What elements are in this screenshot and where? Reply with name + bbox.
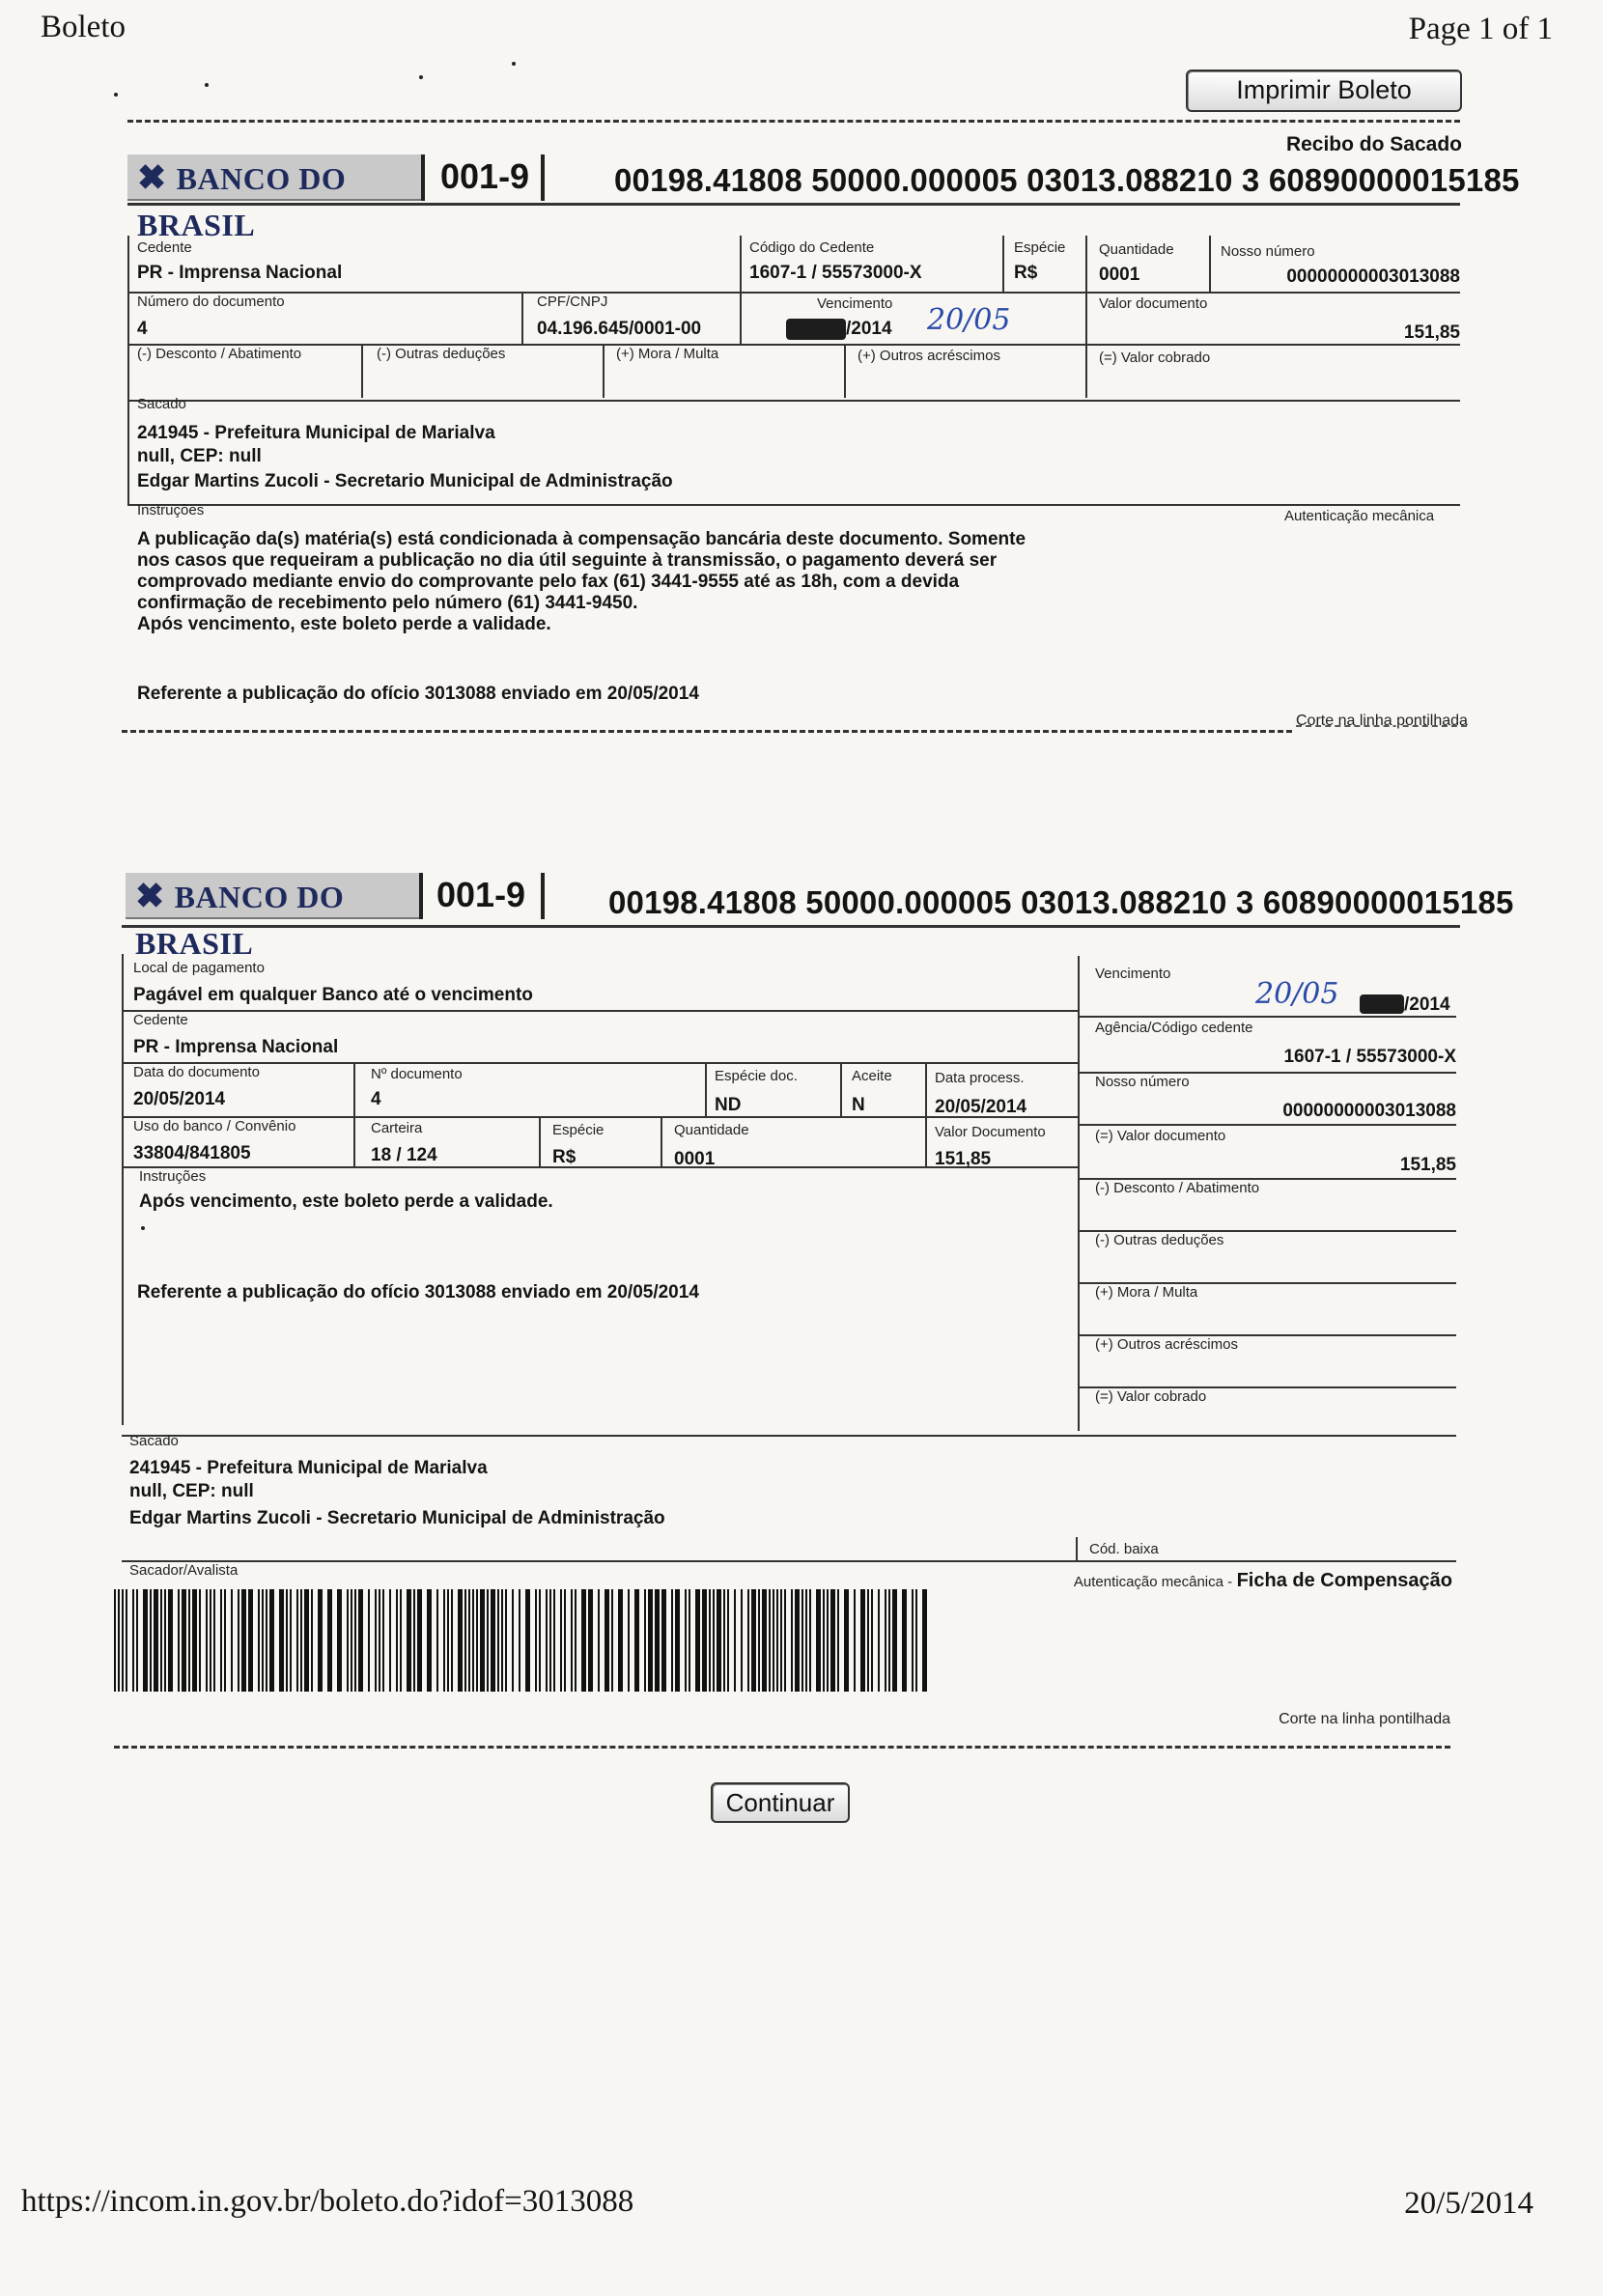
vencimento-scribble <box>786 319 846 340</box>
grid-line <box>1002 236 1004 292</box>
page-url: https://incom.in.gov.br/boleto.do?idof=3013088 <box>21 2184 634 2219</box>
valor-documento-label: Valor documento <box>1099 295 1208 312</box>
dashed-divider <box>127 120 1460 123</box>
cedente-label: Cedente <box>133 1012 188 1028</box>
uso-banco-label: Uso do banco / Convênio <box>133 1118 296 1134</box>
vencimento-label: Vencimento <box>817 295 893 312</box>
vencimento-handwritten: 20/05 <box>1255 977 1339 1011</box>
numero-documento-label: Nº documento <box>371 1066 463 1082</box>
digitable-line: 00198.41808 50000.000005 03013.088210 3 60890000015185 <box>608 884 1514 920</box>
especie-doc-label: Espécie doc. <box>715 1068 798 1084</box>
cpf-cnpj-value: 04.196.645/0001-00 <box>537 319 702 339</box>
ficha-compensacao-caption <box>1074 1570 1452 1592</box>
data-process-value: 20/05/2014 <box>935 1097 1027 1117</box>
grid-line <box>1209 236 1211 292</box>
valor-doc-value: 151,85 <box>935 1149 992 1169</box>
instrucoes-line: Após vencimento, este boleto perde a validade. <box>137 614 551 634</box>
scan-speck <box>419 75 423 79</box>
bank-logo-icon: ✖ <box>137 158 167 197</box>
aceite-value: N <box>852 1095 865 1115</box>
agencia-codigo-value: 1607-1 / 55573000-X <box>1283 1047 1456 1067</box>
instrucoes-line: A publicação da(s) matéria(s) está condicionada à compensação bancária deste documento. Somente <box>137 529 1026 549</box>
mora-multa-label: (+) Mora / Multa <box>1095 1284 1198 1301</box>
receipt-section-title: Recibo do Sacado <box>1285 133 1462 155</box>
quantidade-value: 0001 <box>1099 265 1140 285</box>
grid-line <box>661 1116 662 1166</box>
valor-cobrado-label: (=) Valor cobrado <box>1095 1388 1207 1405</box>
sacado-line-2: null, CEP: null <box>137 446 262 466</box>
sacado-label: Sacado <box>129 1433 179 1449</box>
bank-logo-text: BANCO DO BRASIL <box>137 161 347 242</box>
aceite-label: Aceite <box>852 1068 892 1084</box>
bank-logo-text: BANCO DO BRASIL <box>135 880 345 961</box>
cedente-value: PR - Imprensa Nacional <box>137 263 343 283</box>
bank-code: 001-9 <box>440 156 530 196</box>
grid-line <box>122 1560 1456 1562</box>
grid-line <box>603 344 605 398</box>
grid-line <box>844 344 846 398</box>
grid-line <box>127 400 1460 402</box>
page-header-title: Boleto <box>41 10 126 44</box>
grid-line <box>1078 1124 1456 1126</box>
grid-line <box>521 292 523 344</box>
grid-line <box>122 954 124 1425</box>
numero-documento-label: Número do documento <box>137 294 285 310</box>
bank-logo <box>127 154 421 242</box>
vencimento-scribble <box>1360 994 1404 1014</box>
vencimento-value: /2014 <box>846 319 892 339</box>
valor-documento-label: (=) Valor documento <box>1095 1128 1226 1144</box>
referente-text: Referente a publicação do ofício 3013088 enviado em 20/05/2014 <box>137 1282 699 1302</box>
especie-value: R$ <box>552 1147 577 1167</box>
quantidade-value: 0001 <box>674 1149 716 1169</box>
grid-line <box>122 1010 1078 1012</box>
page-date: 20/5/2014 <box>1404 2186 1533 2221</box>
cut-dashed-line <box>114 1746 1450 1749</box>
corte-label: Corte na linha pontilhada <box>1279 1711 1450 1727</box>
cedente-label: Cedente <box>137 239 192 256</box>
referente-text: Referente a publicação do ofício 3013088 enviado em 20/05/2014 <box>137 684 699 704</box>
grid-line <box>740 236 742 344</box>
corte-label: Corte na linha pontilhada <box>1296 713 1468 729</box>
uso-banco-value: 33804/841805 <box>133 1143 251 1163</box>
digitable-line: 00198.41808 50000.000005 03013.088210 3 60890000015185 <box>614 162 1520 198</box>
desconto-label: (-) Desconto / Abatimento <box>137 346 302 362</box>
sacado-line-1: 241945 - Prefeitura Municipal de Marialva <box>129 1458 488 1478</box>
receipt-header-rule <box>127 203 1460 206</box>
quantidade-label: Quantidade <box>1099 241 1174 258</box>
grid-line <box>539 1116 541 1166</box>
grid-line <box>1078 956 1080 1431</box>
nosso-numero-label: Nosso número <box>1221 243 1315 260</box>
page-number: Page 1 of 1 <box>1408 12 1553 46</box>
sacador-avalista-label: Sacador/Avalista <box>129 1562 239 1579</box>
bank-code: 001-9 <box>436 875 526 914</box>
bank-code-divider <box>541 873 545 919</box>
especie-label: Espécie <box>1014 239 1066 256</box>
grid-line <box>122 1062 1078 1064</box>
outros-acrescimos-label: (+) Outros acréscimos <box>1095 1336 1238 1353</box>
slip-header-rule <box>122 925 1460 928</box>
nosso-numero-label: Nosso número <box>1095 1074 1190 1090</box>
numero-documento-value: 4 <box>137 319 148 339</box>
nosso-numero-value: 00000000003013088 <box>1286 266 1460 287</box>
grid-line <box>353 1062 355 1166</box>
codigo-cedente-value: 1607-1 / 55573000-X <box>749 263 922 283</box>
grid-line <box>127 236 129 504</box>
cpf-cnpj-label: CPF/CNPJ <box>537 294 608 310</box>
grid-line <box>840 1062 842 1116</box>
carteira-value: 18 / 124 <box>371 1145 437 1165</box>
scan-speck <box>141 1226 145 1230</box>
bank-logo-divider <box>419 873 423 919</box>
instrucoes-line: Após vencimento, este boleto perde a validade. <box>139 1191 553 1212</box>
continuar-button[interactable]: Continuar <box>711 1782 850 1823</box>
barcode-image <box>114 1589 927 1692</box>
bank-logo-icon: ✖ <box>135 877 165 915</box>
codigo-cedente-label: Código do Cedente <box>749 239 875 256</box>
local-pagamento-value: Pagável em qualquer Banco até o vencimento <box>133 985 533 1005</box>
data-process-label: Data process. <box>935 1070 1025 1086</box>
data-documento-value: 20/05/2014 <box>133 1089 226 1109</box>
agencia-codigo-label: Agência/Código cedente <box>1095 1020 1253 1036</box>
autenticacao-mecanica-label: Autenticação mecânica - <box>1073 1574 1233 1590</box>
sacado-line-3: Edgar Martins Zucoli - Secretario Municipal de Administração <box>137 471 673 491</box>
valor-doc-label: Valor Documento <box>935 1124 1046 1140</box>
autenticacao-mecanica-label: Autenticação mecânica <box>1284 508 1435 524</box>
scan-speck <box>512 62 516 66</box>
especie-doc-value: ND <box>715 1095 742 1115</box>
outros-acrescimos-label: (+) Outros acréscimos <box>858 348 1000 364</box>
valor-documento-value: 151,85 <box>1399 1155 1456 1175</box>
data-documento-label: Data do documento <box>133 1064 260 1080</box>
grid-line <box>925 1062 927 1166</box>
desconto-label: (-) Desconto / Abatimento <box>1095 1180 1260 1196</box>
vencimento-value: /2014 <box>1404 994 1450 1015</box>
instrucoes-line: confirmação de recebimento pelo número (61) 3441-9450. <box>137 593 638 613</box>
scan-speck <box>205 83 209 87</box>
grid-line <box>705 1062 707 1116</box>
especie-value: R$ <box>1014 263 1038 283</box>
outras-deducoes-label: (-) Outras deduções <box>1095 1232 1224 1248</box>
outras-deducoes-label: (-) Outras deduções <box>377 346 506 362</box>
grid-line <box>1076 1537 1078 1562</box>
especie-label: Espécie <box>552 1122 605 1138</box>
sacado-label: Sacado <box>137 396 186 412</box>
grid-line <box>361 344 363 398</box>
carteira-label: Carteira <box>371 1120 423 1136</box>
numero-documento-value: 4 <box>371 1089 381 1109</box>
sacado-line-1: 241945 - Prefeitura Municipal de Marialva <box>137 423 495 443</box>
cod-baixa-label: Cód. baixa <box>1089 1541 1159 1557</box>
instrucoes-label: Instruções <box>139 1168 207 1185</box>
mora-multa-label: (+) Mora / Multa <box>616 346 719 362</box>
instrucoes-line: nos casos que requeiram a publicação no dia útil seguinte à transmissão, o pagamento deverá ser <box>137 550 998 571</box>
valor-cobrado-label: (=) Valor cobrado <box>1099 350 1211 366</box>
scan-speck <box>114 93 118 97</box>
cedente-value: PR - Imprensa Nacional <box>133 1037 339 1057</box>
sacado-line-3: Edgar Martins Zucoli - Secretario Municipal de Administração <box>129 1508 665 1528</box>
local-pagamento-label: Local de pagamento <box>133 960 265 976</box>
bank-logo <box>126 873 419 961</box>
ficha-compensacao-label: Ficha de Compensação <box>1236 1570 1452 1591</box>
grid-line <box>127 504 1460 506</box>
instrucoes-text <box>137 529 1141 635</box>
bank-logo-divider <box>421 154 425 201</box>
instrucoes-line: comprovado mediante envio do comprovante pelo fax (61) 3441-9555 até as 18h, com a devida <box>137 572 960 592</box>
instrucoes-label: Instruções <box>137 502 205 518</box>
nosso-numero-value: 00000000003013088 <box>1282 1101 1456 1121</box>
cut-dashed-line <box>122 730 1292 733</box>
bank-code-divider <box>541 154 545 201</box>
sacado-line-2: null, CEP: null <box>129 1481 254 1501</box>
vencimento-handwritten: 20/05 <box>927 303 1011 337</box>
print-boleto-button[interactable]: Imprimir Boleto <box>1186 70 1462 112</box>
vencimento-label: Vencimento <box>1095 966 1171 982</box>
grid-line <box>122 1435 1456 1437</box>
grid-line <box>1085 236 1087 398</box>
grid-line <box>127 344 1460 346</box>
grid-line <box>127 292 1460 294</box>
valor-documento-value: 151,85 <box>1403 322 1460 343</box>
grid-line <box>1078 1016 1456 1018</box>
quantidade-label: Quantidade <box>674 1122 749 1138</box>
